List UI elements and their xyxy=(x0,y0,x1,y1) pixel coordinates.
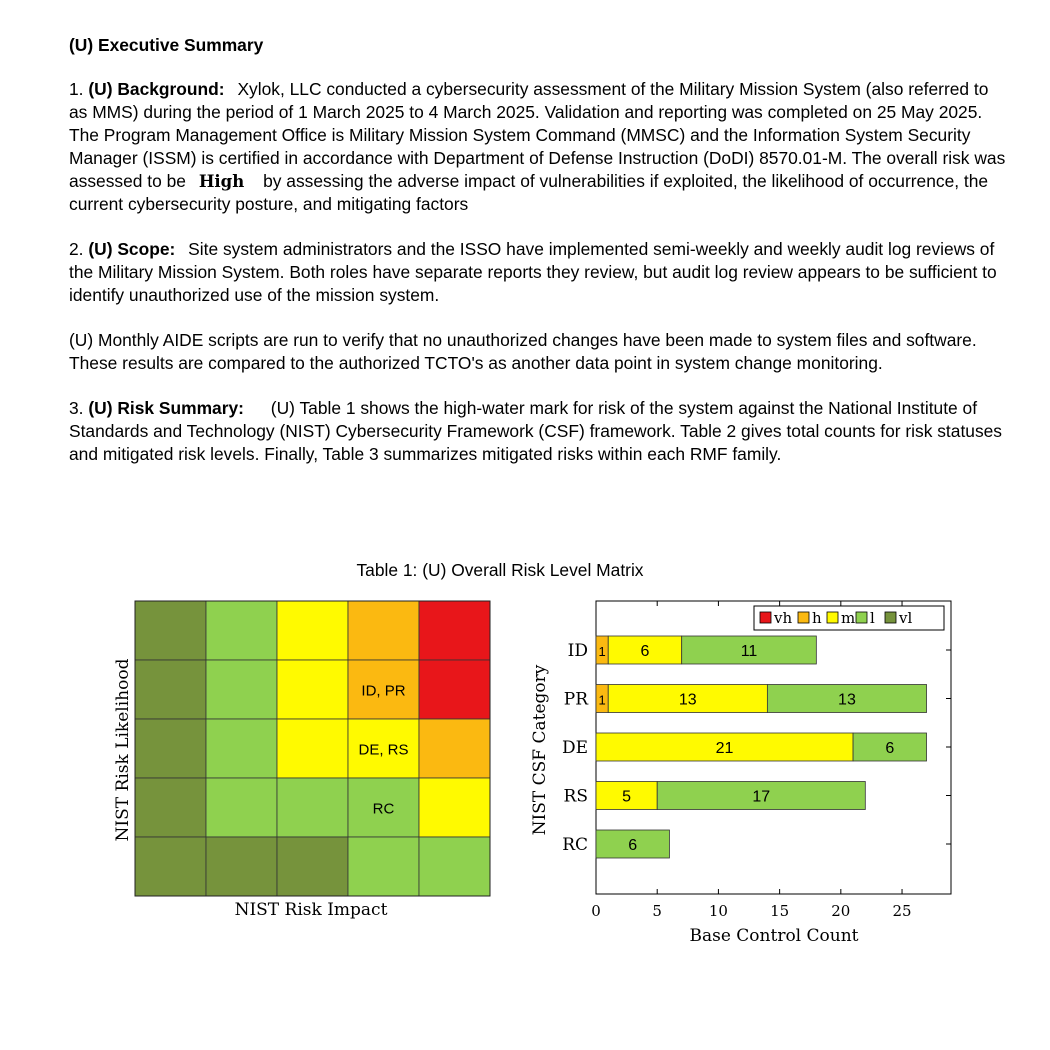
category-label: PR xyxy=(563,689,588,710)
legend-swatch-l xyxy=(856,612,867,623)
matrix-cell-vh xyxy=(419,601,490,660)
legend-label: vl xyxy=(899,609,913,627)
matrix-x-axis-label: NIST Risk Impact xyxy=(234,900,388,920)
matrix-cell-m xyxy=(277,719,348,778)
table-caption: Table 1: (U) Overall Risk Level Matrix xyxy=(356,560,644,580)
background-text-before: Xylok, LLC conducted a cybersecurity assessment of the Military Mission System (also referred to as MMS) during the period of 1 March 2025 to 4 March 2025. Validation and reporting was completed on 25 May 2025. The Program Management Office is Military Mission System Command (MMSC) and the Information System Security Manager (ISSM) is certified in accordance with Department of Defense Instruction (DoDI) 8570.01-M. The overall risk was assessed to be xyxy=(69,79,1006,191)
executive-summary xyxy=(69,34,1009,488)
x-tick-label: 10 xyxy=(708,902,728,920)
bar-value-label: 6 xyxy=(640,643,650,660)
bar-value-label: 5 xyxy=(622,788,632,806)
category-label: RS xyxy=(563,786,588,807)
chart-x-axis-label: Base Control Count xyxy=(689,926,859,946)
bar-value-label: 21 xyxy=(715,740,734,757)
legend-label: vh xyxy=(774,609,793,627)
bar-value-label: 1 xyxy=(598,644,606,659)
x-tick-label: 15 xyxy=(770,902,790,920)
matrix-cell-l xyxy=(206,778,277,837)
matrix-cell-m xyxy=(277,660,348,719)
risk-level-matrix xyxy=(100,590,500,930)
matrix-cell-vl xyxy=(135,660,206,719)
section-heading: (U) Executive Summary xyxy=(69,35,264,55)
legend-swatch-vl xyxy=(885,612,896,623)
matrix-cell-vl xyxy=(135,601,206,660)
matrix-cell-vl xyxy=(135,778,206,837)
legend-label: h xyxy=(812,609,822,627)
matrix-cell-l xyxy=(206,601,277,660)
category-label: DE xyxy=(561,738,588,758)
scope-paragraph xyxy=(69,238,1009,307)
background-number: 1. xyxy=(69,79,84,99)
risk-summary-label: (U) Risk Summary: xyxy=(88,398,244,418)
bar-value-label: 13 xyxy=(678,691,697,709)
matrix-cell-h xyxy=(419,719,490,778)
risk-summary-text: (U) Table 1 shows the high-water mark for risk of the system against the National Institute of Standards and Technology (NIST) Cybersecurity Framework (CSF) framework. Table 2 gives total counts for risk statuses and mitigated risk levels. Finally, Table 3 summarizes mitigated risks within each RMF family. xyxy=(69,398,1003,464)
legend-label: m xyxy=(841,609,856,627)
matrix-cell-l xyxy=(206,719,277,778)
x-tick-label: 25 xyxy=(892,902,912,920)
bar-value-label: 1 xyxy=(598,692,606,708)
bar-value-label: 13 xyxy=(838,691,856,709)
bar-value-label: 11 xyxy=(740,643,758,660)
matrix-cell-m xyxy=(277,601,348,660)
legend-label: l xyxy=(870,609,875,627)
matrix-cell-label: DE, RS xyxy=(358,741,409,759)
matrix-cell-label: RC xyxy=(372,800,395,818)
matrix-cell-l xyxy=(419,837,490,896)
chart-y-axis-label: NIST CSF Category xyxy=(530,664,550,836)
matrix-cell-m xyxy=(419,778,490,837)
matrix-cell-vh xyxy=(419,660,490,719)
legend-swatch-m xyxy=(827,612,838,623)
background-text-after: by assessing the adverse impact of vulnerabilities if exploited, the likelihood of occurrence, the current cybersecurity posture, and mitigating factors xyxy=(69,171,989,214)
matrix-cell-h xyxy=(348,601,419,660)
matrix-cell-vl xyxy=(135,719,206,778)
csf-bar-chart xyxy=(520,590,960,950)
matrix-cell-l xyxy=(277,778,348,837)
matrix-y-axis-label: NIST Risk Likelihood xyxy=(113,658,133,842)
aide-paragraph: (U) Monthly AIDE scripts are run to verify that no unauthorized changes have been made to system files and software. These results are compared to the authorized TCTO's as another data point in system change monitoring. xyxy=(69,330,977,373)
scope-label: (U) Scope: xyxy=(88,239,176,259)
bar-value-label: 6 xyxy=(885,740,895,757)
category-label: RC xyxy=(562,835,588,855)
risk-summary-number: 3. xyxy=(69,398,84,418)
background-label: (U) Background: xyxy=(88,79,225,99)
background-paragraph xyxy=(69,78,1009,216)
bar-value-label: 17 xyxy=(752,788,771,806)
x-tick-label: 5 xyxy=(652,902,662,920)
overall-risk-value: High xyxy=(198,172,245,191)
matrix-cell-label: ID, PR xyxy=(361,682,406,700)
scope-number: 2. xyxy=(69,239,84,259)
legend-swatch-vh xyxy=(760,612,771,623)
matrix-cell-vl xyxy=(206,837,277,896)
matrix-cell-vl xyxy=(135,837,206,896)
legend-swatch-h xyxy=(798,612,809,623)
matrix-cell-vl xyxy=(277,837,348,896)
matrix-cell-l xyxy=(206,660,277,719)
matrix-cell-l xyxy=(348,837,419,896)
x-tick-label: 0 xyxy=(591,902,601,920)
bar-value-label: 6 xyxy=(628,837,638,854)
x-tick-label: 20 xyxy=(831,902,851,920)
category-label: ID xyxy=(567,641,588,661)
scope-text: Site system administrators and the ISSO have implemented semi-weekly and weekly audit log reviews of the Military Mission System. Both roles have separate reports they review, but audit log review appears to be sufficient to identify unauthorized use of the mission system. xyxy=(69,239,997,305)
risk-summary-paragraph xyxy=(69,397,1009,466)
